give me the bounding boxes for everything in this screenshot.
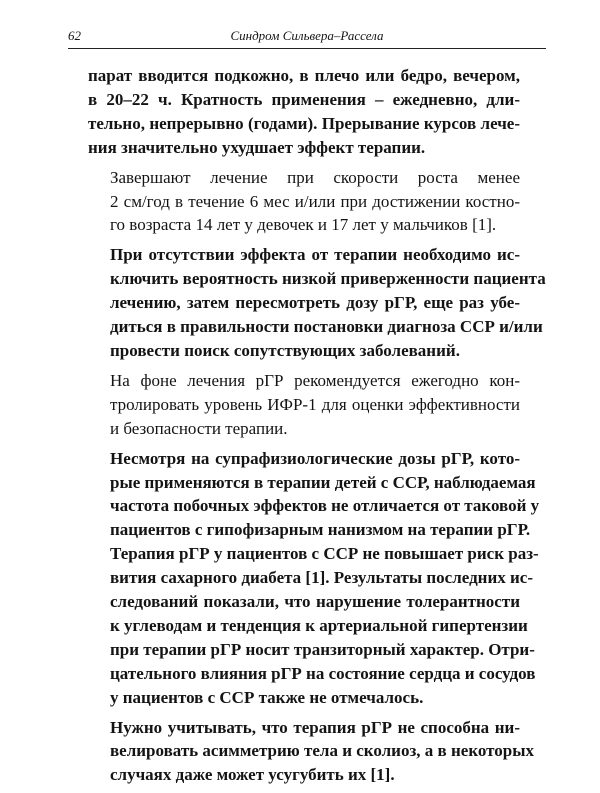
paragraph bbox=[88, 166, 520, 238]
text-line: тельно, непрерывно (годами). Прерывание курсов лече- bbox=[88, 113, 520, 133]
text-line: случаях даже может усугубить их [1]. bbox=[110, 765, 395, 785]
page-number: 62 bbox=[68, 28, 81, 43]
body-text bbox=[88, 64, 546, 793]
text-line: к углеводам и тенденция к артериальной гипертензии bbox=[110, 615, 528, 635]
text-line: На фоне лечения рГР рекомендуется ежегодно кон- bbox=[110, 370, 520, 390]
text-line: пациентов с гипофизарным нанизмом на терапии рГР. bbox=[110, 520, 531, 540]
text-line: вития сахарного диабета [1]. Результаты последних ис- bbox=[110, 568, 534, 588]
text-line: провести поиск сопутствующих заболеваний. bbox=[110, 340, 460, 360]
text-line: и безопасности терапии. bbox=[110, 418, 288, 438]
text-line: ключить вероятность низкой приверженности пациента bbox=[110, 269, 546, 289]
text-line: 2 см/год в течение 6 мес и/или при достижении костно- bbox=[110, 191, 520, 211]
text-line: рые применяются в терапии детей с ССР, наблюдаемая bbox=[110, 472, 536, 492]
text-line: го возраста 14 лет у девочек и 17 лет у мальчиков [1]. bbox=[110, 215, 497, 235]
paragraph bbox=[88, 716, 535, 788]
text-line: цательного влияния рГР на состояние сердца и сосудов bbox=[110, 663, 536, 683]
text-line: Несмотря на супрафизиологические дозы рГР, кото- bbox=[110, 448, 520, 468]
text-line: Терапия рГР у пациентов с ССР не повышает риск раз- bbox=[110, 544, 539, 564]
paragraph bbox=[88, 447, 540, 710]
text-line: Нужно учитывать, что терапия рГР не способна ни- bbox=[110, 717, 520, 737]
paragraph bbox=[88, 64, 520, 160]
text-line: лечению, затем пересмотреть дозу рГР, еще раз убе- bbox=[110, 293, 520, 313]
paragraph bbox=[88, 243, 546, 363]
text-line: велировать асимметрию тела и сколиоз, а в некоторых bbox=[110, 741, 535, 761]
paragraph bbox=[88, 369, 520, 441]
text-line: частота побочных эффектов не отличается от таковой у bbox=[110, 496, 540, 516]
text-line: следований показали, что нарушение толерантности bbox=[110, 592, 520, 612]
text-line: в 20–22 ч. Кратность применения – ежедневно, дли- bbox=[88, 89, 520, 109]
text-line: у пациентов с ССР также не отмечалось. bbox=[110, 687, 424, 707]
text-line: парат вводится подкожно, в плечо или бедро, вечером, bbox=[88, 66, 520, 85]
text-line: тролировать уровень ИФР-1 для оценки эффективности bbox=[110, 394, 520, 414]
text-line: При отсутствии эффекта от терапии необходимо ис- bbox=[110, 245, 520, 265]
text-line: ния значительно ухудшает эффект терапии. bbox=[88, 137, 426, 157]
running-title: Синдром Сильвера–Рассела bbox=[230, 28, 384, 43]
text-line: Завершают лечение при скорости роста менее bbox=[110, 167, 520, 187]
page-header bbox=[68, 26, 546, 49]
text-line: при терапии рГР носит транзиторный характер. Отри- bbox=[110, 639, 535, 659]
text-line: диться в правильности постановки диагноза ССР и/или bbox=[110, 317, 543, 337]
